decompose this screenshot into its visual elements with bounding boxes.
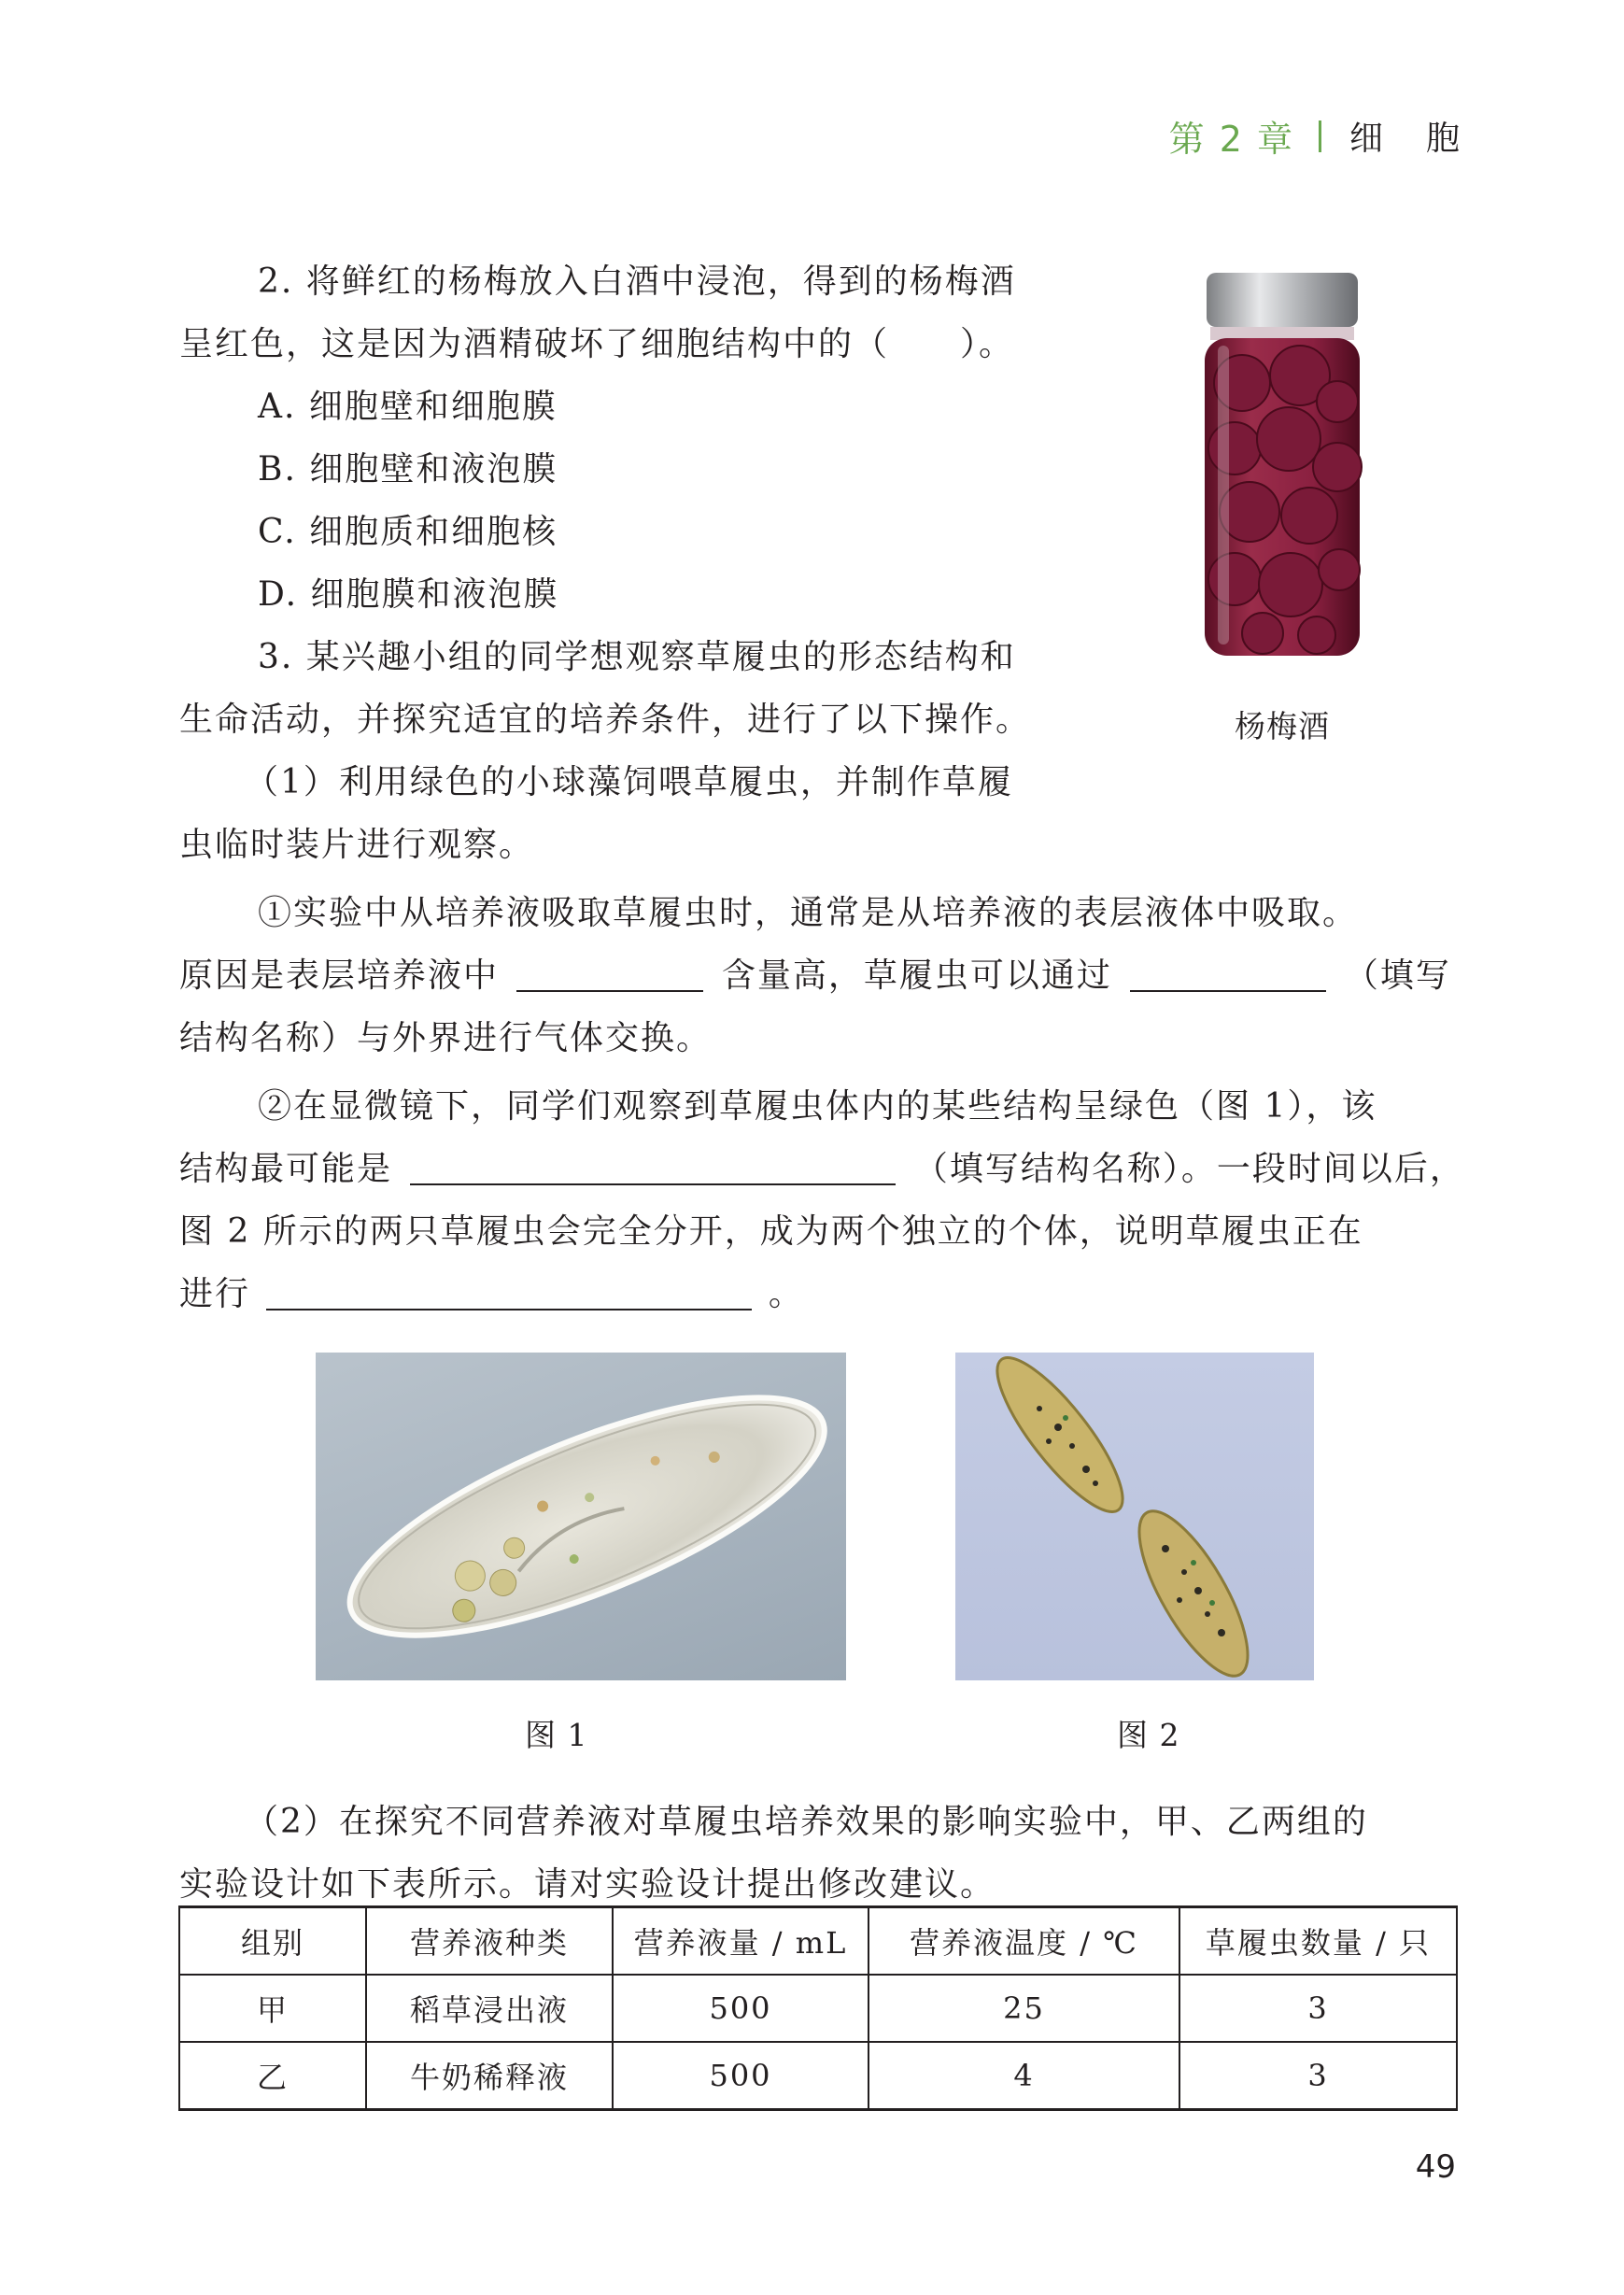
table-cell: 3	[1179, 2042, 1457, 2110]
q3-sub1-text-a: 原因是表层培养液中	[179, 956, 500, 995]
table-cell: 乙	[179, 2042, 366, 2110]
q3-part1-line1: （1）利用绿色的小球藻饲喂草履虫，并制作草履	[245, 763, 1013, 801]
table-header-cell: 组别	[179, 1907, 366, 1976]
figure-2-caption: 图 2	[1117, 1717, 1180, 1753]
experiment-design-table	[178, 1905, 1458, 2111]
header-divider	[1319, 120, 1321, 152]
table-cell: 牛奶稀释液	[366, 2042, 613, 2110]
q3-part2-line1: （2）在探究不同营养液对草履虫培养效果的影响实验中，甲、乙两组的	[245, 1803, 1368, 1841]
q3-sub2-text-b: （填写结构名称）。一段时间以后，	[913, 1150, 1465, 1188]
q2-stem-line1: 2. 将鲜红的杨梅放入白酒中浸泡，得到的杨梅酒	[258, 262, 1016, 301]
chapter-title: 细胞	[1349, 120, 1503, 158]
page-number: 49	[1415, 2148, 1456, 2186]
table-row	[179, 2042, 1457, 2110]
q3-sub2-text-a: 结构最可能是	[179, 1150, 393, 1188]
figure-2-dividing-paramecium-photo	[955, 1353, 1314, 1680]
table-row	[179, 1975, 1457, 2042]
q3-sub1-line2	[179, 944, 1451, 1007]
table-cell: 25	[868, 1975, 1179, 2042]
bayberry-wine-jar-image	[1197, 271, 1367, 663]
figure-1-paramecium-photo	[316, 1353, 846, 1680]
table-cell: 甲	[179, 1975, 366, 2042]
answer-blank-2[interactable]	[1130, 953, 1326, 992]
table-header-cell: 营养液量 / mL	[613, 1907, 868, 1976]
q2-option-b: B. 细胞壁和液泡膜	[258, 450, 558, 489]
q3-sub1-line1: ①实验中从培养液吸取草履虫时，通常是从培养液的表层液体中吸取。	[258, 894, 1359, 932]
table-header-cell: 营养液温度 / ℃	[868, 1907, 1179, 1976]
table-cell: 稻草浸出液	[366, 1975, 613, 2042]
table-cell: 500	[613, 2042, 868, 2110]
q3-part1-line2: 虫临时装片进行观察。	[179, 826, 535, 864]
q3-sub2-text-d: 进行	[179, 1275, 251, 1313]
chapter-label: 第 2 章	[1168, 119, 1294, 160]
q2-option-c: C. 细胞质和细胞核	[258, 513, 558, 551]
q3-sub2-line2	[179, 1138, 1465, 1200]
jar-caption: 杨梅酒	[1235, 708, 1330, 744]
q2-option-d: D. 细胞膜和液泡膜	[258, 575, 559, 614]
q3-sub2-text-e: 。	[768, 1275, 804, 1313]
chapter-header	[1168, 110, 1503, 162]
answer-blank-3[interactable]	[410, 1146, 896, 1185]
table-cell: 500	[613, 1975, 868, 2042]
q3-sub1-text-c: （填写	[1344, 956, 1451, 995]
table-header-row	[179, 1907, 1457, 1976]
q3-stem-line2: 生命活动，并探究适宜的培养条件，进行了以下操作。	[179, 701, 1032, 739]
answer-blank-4[interactable]	[266, 1271, 752, 1310]
table-header-cell: 营养液种类	[366, 1907, 613, 1976]
q3-sub2-line1: ②在显微镜下，同学们观察到草履虫体内的某些结构呈绿色（图 1），该	[258, 1087, 1377, 1126]
table-cell: 4	[868, 2042, 1179, 2110]
q3-sub2-line3: 图 2 所示的两只草履虫会完全分开，成为两个独立的个体，说明草履虫正在	[179, 1212, 1363, 1251]
table-cell: 3	[1179, 1975, 1457, 2042]
q2-option-a: A. 细胞壁和细胞膜	[258, 388, 558, 426]
q3-part2-line2: 实验设计如下表所示。请对实验设计提出修改建议。	[179, 1865, 996, 1904]
table-header-cell: 草履虫数量 / 只	[1179, 1907, 1457, 1976]
q3-stem-line1: 3. 某兴趣小组的同学想观察草履虫的形态结构和	[258, 638, 1016, 676]
q3-sub1-text-b: 含量高，草履虫可以通过	[721, 956, 1112, 995]
q3-sub2-line4	[179, 1263, 804, 1325]
q3-sub1-line3: 结构名称）与外界进行气体交换。	[179, 1019, 713, 1057]
answer-blank-1[interactable]	[516, 953, 703, 992]
figure-1-caption: 图 1	[525, 1717, 588, 1753]
q2-stem-line2: 呈红色，这是因为酒精破坏了细胞结构中的（ ）。	[179, 325, 1015, 363]
